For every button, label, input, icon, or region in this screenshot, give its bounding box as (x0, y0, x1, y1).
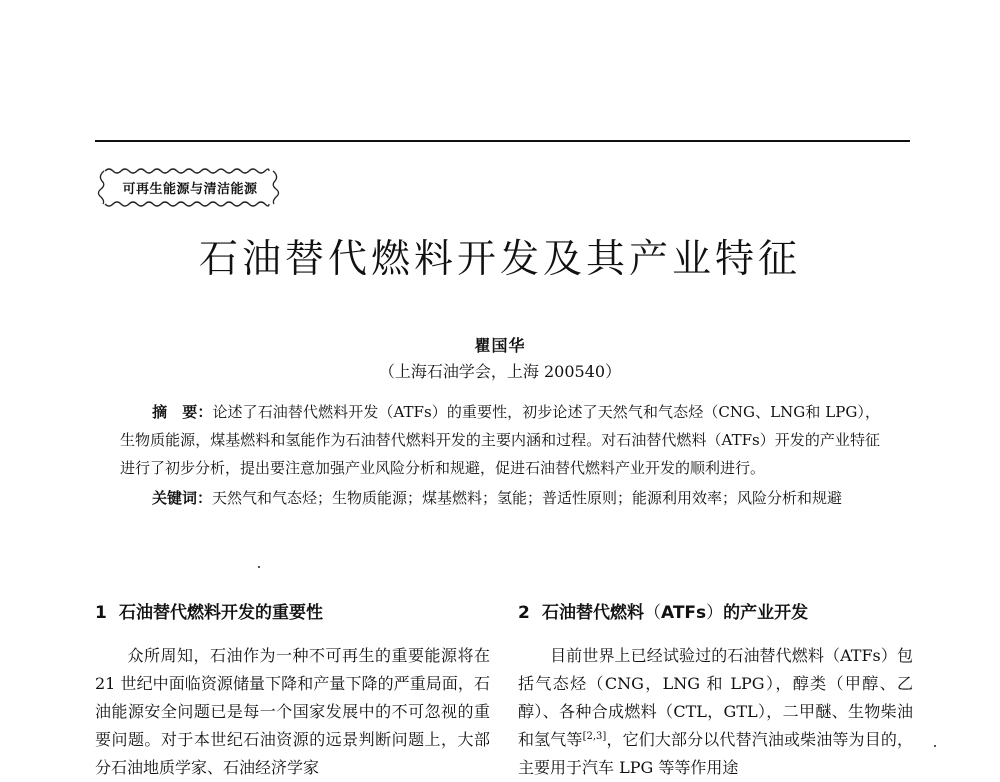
section-2-title-abbr: ATFs (661, 603, 707, 623)
section-2-close-paren: ） (706, 603, 724, 623)
section-2-heading (518, 598, 913, 624)
section-2-paragraph (518, 642, 913, 782)
article-title: 石油替代燃料开发及其产业特征 (198, 237, 801, 282)
section-1-text: 众所周知，石油作为一种不可再生的重要能源将在 21 世纪中面临资源储量下降和产量下降的严重局面，石油能源安全问题已是每一个国家发展中的不可忽视的重要问题。对于本世纪石油资源的远景判断问题上，大部分石油地质学家、石油经济学家 (95, 646, 490, 777)
abstract-label: 摘 要： (152, 403, 213, 421)
section-2-open-paren: （ (644, 603, 661, 623)
column-tag (95, 166, 280, 210)
section-1-number: 1 (95, 603, 107, 623)
author-affiliation: （上海石油学会，上海 200540） (378, 362, 622, 381)
section-2-text-post: ，它们大部分以代替汽油或柴油等为目的，主要用于汽车 LPG 等等作用途 (518, 730, 913, 777)
abstract-block (120, 398, 880, 512)
keywords-paragraph (120, 484, 880, 512)
section-2-title-pre: 石油替代燃料 (542, 603, 644, 623)
section-1-title: 石油替代燃料开发的重要性 (119, 603, 323, 623)
scan-speck (258, 566, 260, 568)
abstract-text: 论述了石油替代燃料开发（ATFs）的重要性，初步论述了天然气和气态烃（CNG、LNG和 LPG），生物质能源，煤基燃料和氢能作为石油替代燃料开发的主要内涵和过程。对石油替代燃料（ATFs）开发的产业特征进行了初步分析，提出要注意加强产业风险分析和规避，促进石油替代燃料产业开发的顺利进行。 (120, 403, 880, 477)
section-2-text-pre: 目前世界上已经试验过的石油替代燃料（ATFs）包括气态烃（CNG，LNG 和 LPG），醇类（甲醇、乙醇）、各种合成燃料（CTL，GTL），二甲醚、生物柴油和氢气等 (518, 646, 913, 749)
section-2-number: 2 (518, 603, 530, 623)
section-2-title-post: 的产业开发 (723, 603, 809, 623)
scan-speck (934, 745, 936, 747)
header-rule (95, 140, 910, 142)
column-tag-label: 可再生能源与清洁能源 (122, 182, 258, 197)
left-column (95, 598, 490, 782)
section-1-paragraph (95, 642, 490, 782)
section-2-citation: [2,3] (582, 731, 607, 742)
section-1-heading (95, 598, 490, 624)
right-column (518, 598, 913, 782)
keywords-text: 天然气和气态烃；生物质能源；煤基燃料；氢能；普适性原则；能源利用效率；风险分析和规避 (212, 489, 843, 507)
author-name: 瞿国华 (474, 336, 526, 355)
abstract-paragraph (120, 398, 880, 482)
keywords-label: 关键词： (152, 489, 213, 507)
